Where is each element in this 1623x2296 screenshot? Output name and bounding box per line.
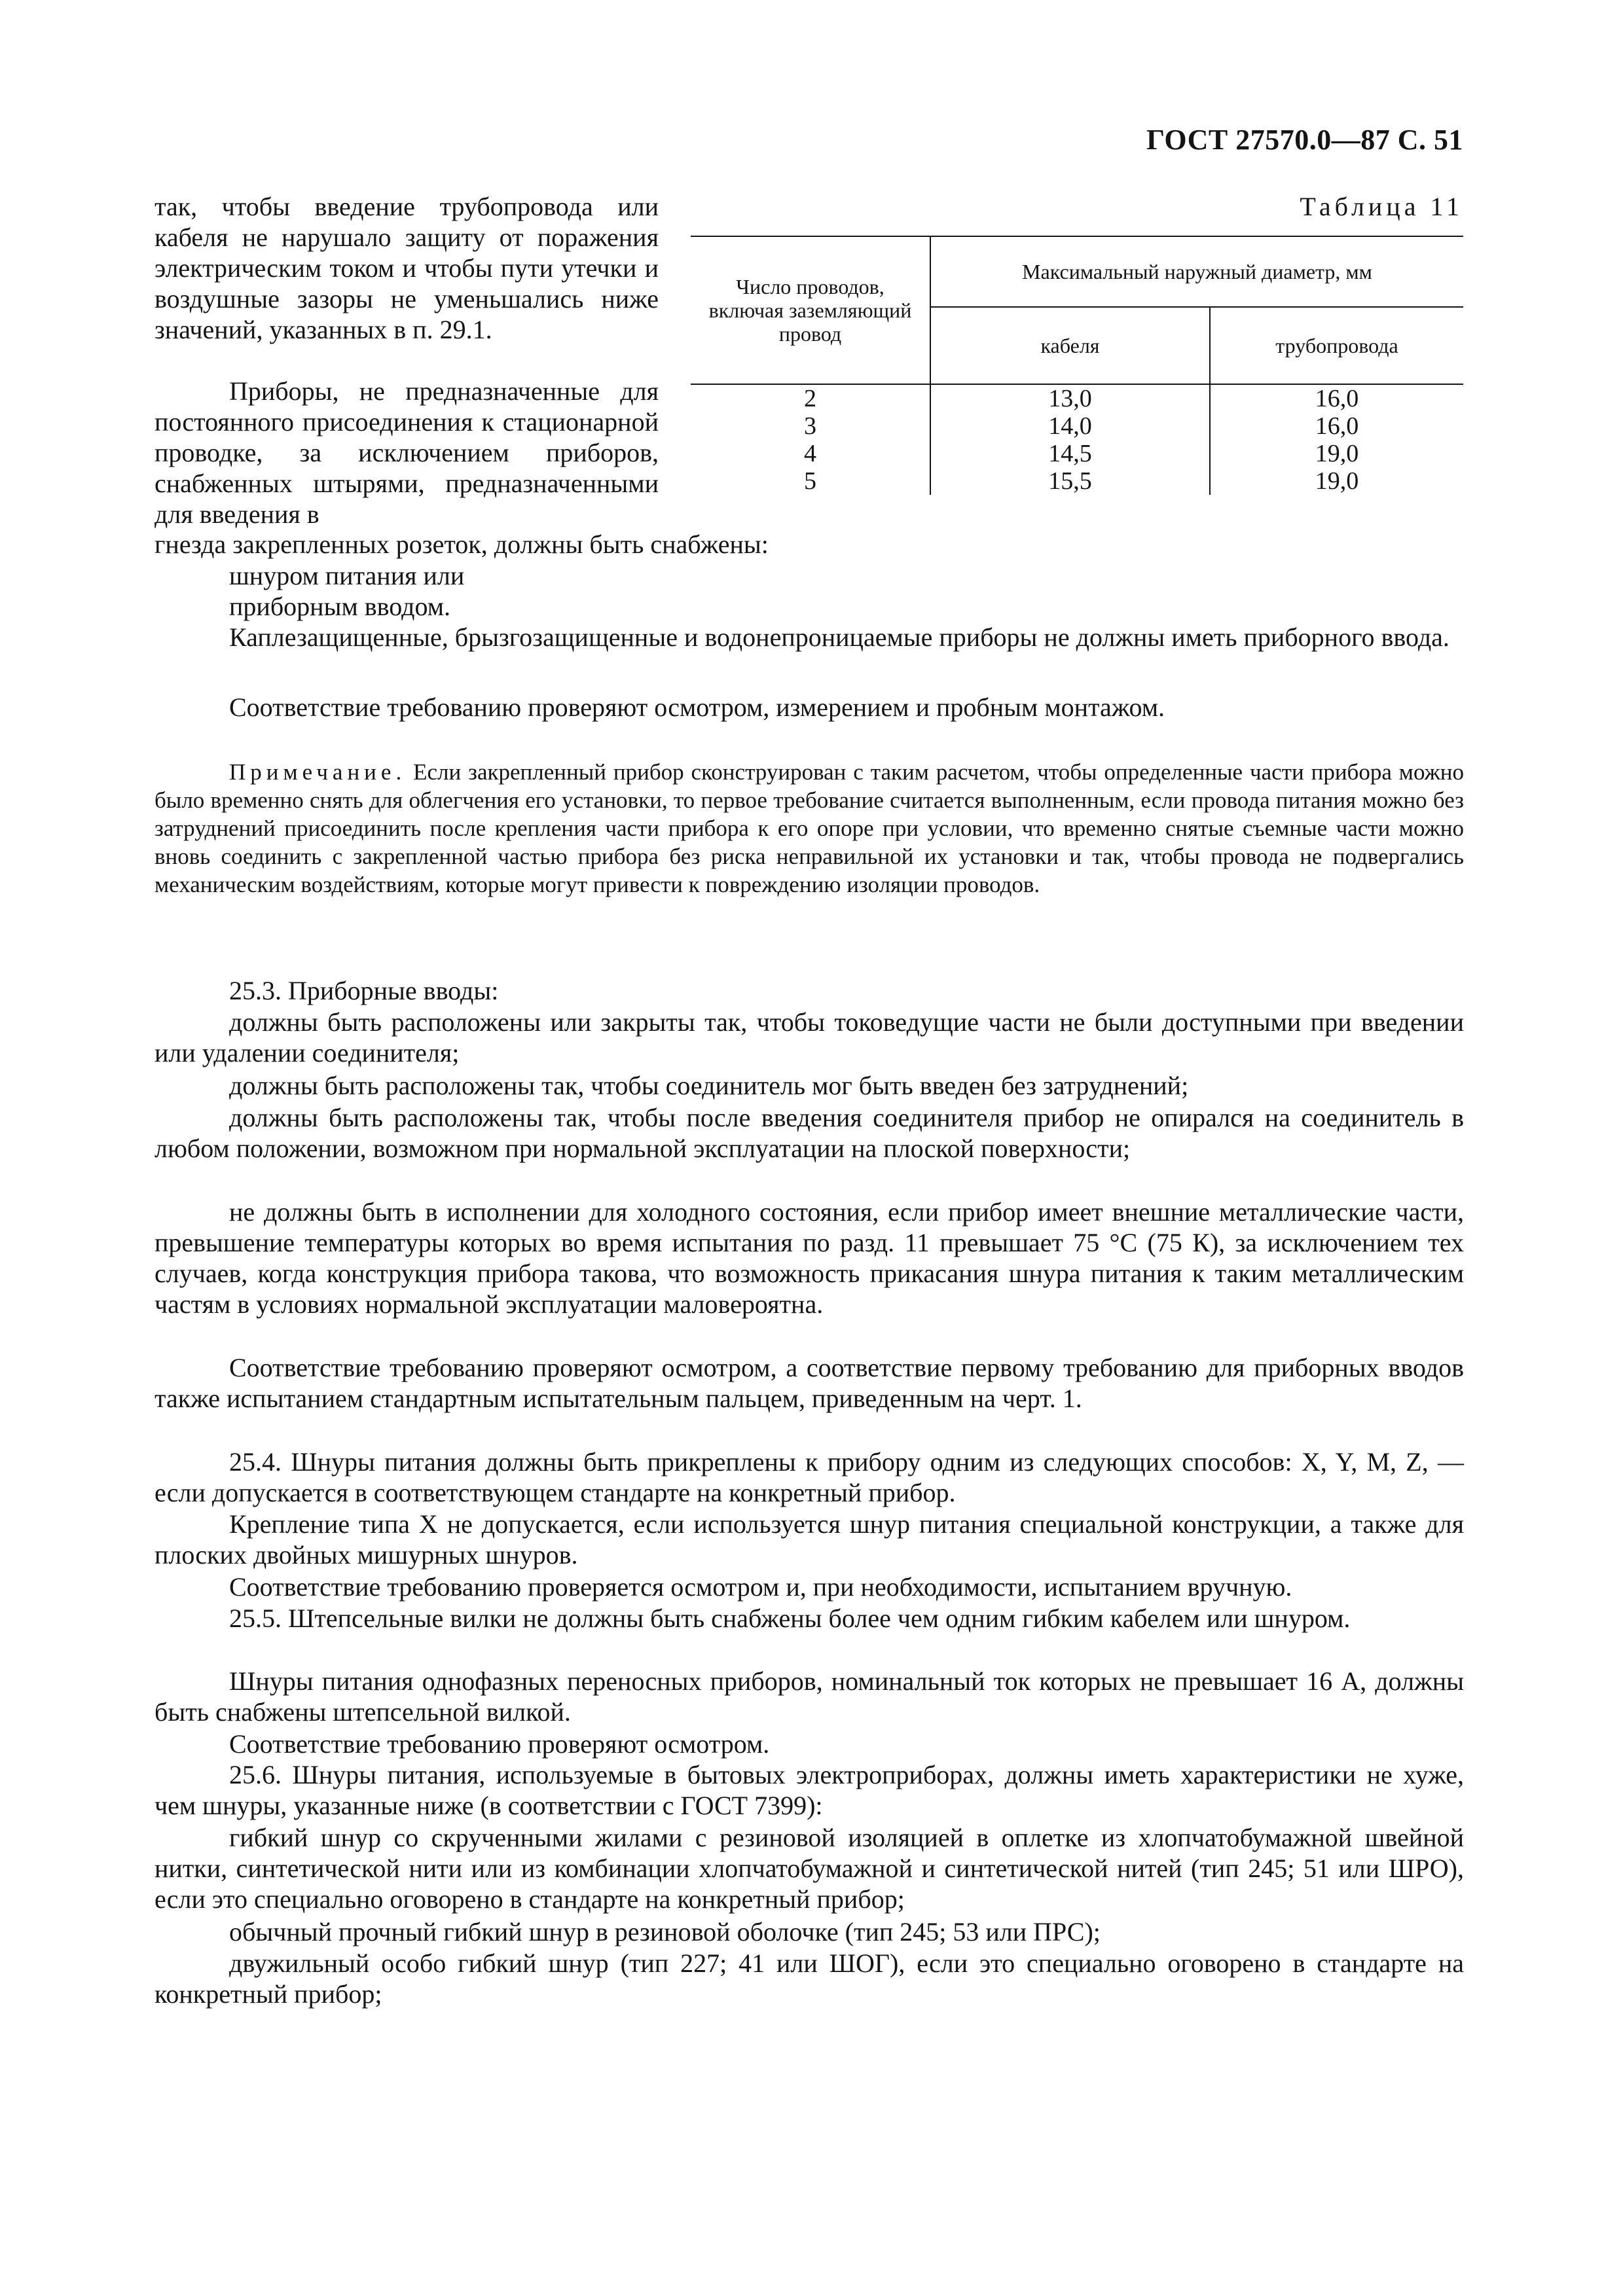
section-25-4-paragraph: 25.4. Шнуры питания должны быть прикреплены к прибору одним из следующих способов: X, Y, M, Z, — если допускается в соответствующем стандарте на конкретный прибор. [155,1447,1464,1507]
paragraph: обычный прочный гибкий шнур в резиновой оболочке (тип 245; 53 или ПРС); [229,1917,1101,1946]
column-group-header-diameter: Максимальный наружный диаметр, мм [930,236,1463,307]
table-cell: 5 [691,467,930,495]
paragraph: должны быть расположены так, чтобы после введения соединителя прибор не опирался на соединитель в любом положении, возможном при нормальной эксплуатации на плоской поверхности; [155,1103,1464,1163]
table-cell: 14,0 [930,412,1210,440]
paragraph: Соответствие требованию проверяют осмотром, измерением и пробным монтажом. [229,692,1165,722]
table-cell: 13,0 [930,384,1210,412]
paragraph: Шнуры питания однофазных переносных приборов, номинальный ток которых не превышает 16 А, должны быть снабжены штепсельной вилкой. [155,1666,1464,1727]
list-item: приборным вводом. [229,592,451,621]
paragraph: Соответствие требованию проверяют осмотром, а соответствие первому требованию для приборных вводов также испытанием стандартным испытательным пальцем, приведенным на черт. 1. [155,1353,1464,1413]
table-cell: 16,0 [1315,412,1359,440]
table-cell: 4 [691,440,930,467]
continuation-line: гнезда закрепленных розеток, должны быть снабжены: [155,529,769,559]
section-25-3-heading: 25.3. Приборные вводы: [229,976,499,1005]
column-header-wires: Число проводов, включая заземляющий провод [691,236,930,384]
paragraph: Соответствие требованию проверяется осмотром и, при необходимости, испытанием вручную. [229,1572,1292,1602]
table-cell: 19,0 [1315,467,1359,495]
table-cell: 15,5 [930,467,1210,495]
note-text: Если закрепленный прибор сконструирован с таким расчетом, чтобы определенные части прибора можно было временно снять для облегчения его установки, то первое требование считается выполненным, если провода питания можно без затруднений присоединить после крепления части прибора к его опоре при условии, что временно снятые съемные части можно вновь соединить с закрепленной частью прибора без риска неправильной их установки и так, чтобы провода не подвергались механическим воздействиям, которые могут привести к повреждению изоляции проводов. [155,759,1464,897]
table-caption: Таблица 11 [1300,192,1463,221]
left-paragraph-1: так, чтобы введение трубопровода или кабеля не нарушало защиту от поражения электрическим током и чтобы пути утечки и воздушные зазоры не уменьшались ниже значений, указанных в п. 29.1. [155,192,659,344]
paragraph: Каплезащищенные, брызгозащищенные и водонепроницаемые приборы не должны иметь приборного ввода. [229,622,1450,652]
running-header: ГОСТ 27570.0—87 С. 51 [1146,124,1463,156]
table-cell: 3 [691,412,930,440]
paragraph: не должны быть в исполнении для холодного состояния, если прибор имеет внешние металлические части, превышение температуры которых во время испытания по разд. 11 превышает 75 °С (75 К), за исключением тех случаев, когда конструкция прибора такова, что возможность прикасания шнура питания к таким металлическим частям в условиях нормальной эксплуатации маловероятна. [155,1197,1464,1319]
table-cell: 2 [691,384,930,412]
column-header-conduit: трубопровода [1275,334,1398,357]
list-item: шнуром питания или [229,561,465,590]
paragraph: гибкий шнур со скрученными жилами с резиновой изоляцией в оплетке из хлопчатобумажной швейной нитки, синтетической нити или из комбинации хлопчатобумажной и синтетической нитей (тип 245; 51 или ШРО), если это специально оговорено в стандарте на конкретный прибор; [155,1823,1464,1914]
table-cell: 16,0 [1315,385,1359,412]
left-paragraph-2: Приборы, не предназначенные для постоянного присоединения к стационарной проводке, за исключением приборов, снабженных штырями, предназначенными для введения в [155,376,659,529]
paragraph: должны быть расположены так, чтобы соединитель мог быть введен без затруднений; [229,1071,1189,1100]
table-cell: 19,0 [1315,440,1359,467]
table-row [691,384,1463,412]
table-cell: 14,5 [930,440,1210,467]
paragraph: двужильный особо гибкий шнур (тип 227; 41 или ШОГ), если это специально оговорено в стандарте на конкретный прибор; [155,1948,1464,2009]
table-row [691,440,1463,467]
wire-diameter-table [691,236,1463,495]
paragraph: Соответствие требованию проверяют осмотром. [229,1729,770,1759]
section-25-6-paragraph: 25.6. Шнуры питания, используемые в бытовых электроприборах, должны иметь характеристики не хуже, чем шнуры, указанные ниже (в соответствии с ГОСТ 7399): [155,1760,1464,1820]
paragraph: Крепление типа X не допускается, если используется шнур питания специальной конструкции, а также для плоских двойных мишурных шнуров. [155,1509,1464,1570]
table-row [691,467,1463,495]
table-row [691,412,1463,440]
column-header-cable: кабеля [930,307,1210,384]
note-paragraph [155,758,1464,899]
section-25-5-paragraph: 25.5. Штепсельные вилки не должны быть снабжены более чем одним гибким кабелем или шнуром. [229,1604,1351,1633]
note-label: Примечание. [229,759,407,785]
paragraph: должны быть расположены или закрыты так, чтобы токоведущие части не были доступными при введении или удалении соединителя; [155,1007,1464,1067]
